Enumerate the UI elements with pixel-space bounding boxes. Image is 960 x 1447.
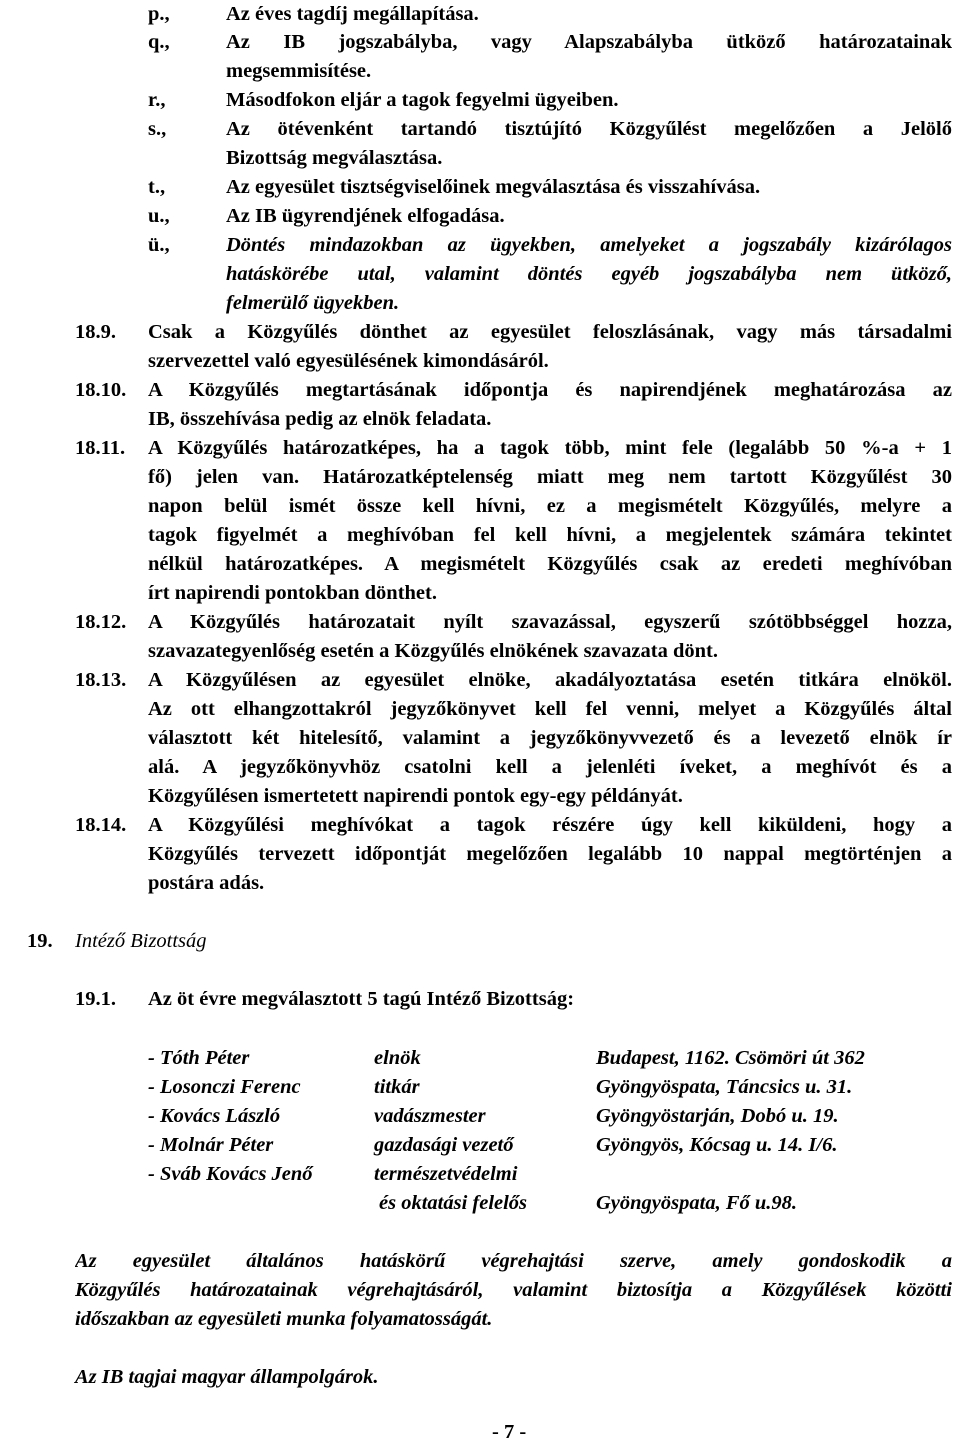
member-address: Gyöngyöspata, Táncsics u. 31. <box>596 1076 853 1098</box>
chapter-number: 19. <box>27 930 53 952</box>
section-text: szervezettel való egyesülésének kimondásáról. <box>148 350 549 372</box>
list-label: r., <box>148 89 166 111</box>
list-label: u., <box>148 205 170 227</box>
section-text: A Közgyűlés megtartásának időpontja és napirendjének meghatározása az <box>148 379 952 401</box>
section-text: Csak a Közgyűlés dönthet az egyesület feloszlásának, vagy más társadalmi <box>148 321 952 343</box>
section-number: 18.13. <box>75 669 127 691</box>
member-name: - Tóth Péter <box>148 1047 250 1069</box>
section-text: Közgyűlésen ismertetett napirendi pontok egy-egy példányát. <box>148 785 683 807</box>
list-text: Bizottság megválasztása. <box>226 147 443 169</box>
list-text: hatáskörébe utal, valamint döntés egyéb jogszabályba nem ütköző, <box>226 263 952 285</box>
section-number: 18.9. <box>75 321 116 343</box>
list-text: megsemmisítése. <box>226 60 372 82</box>
section-text: alá. A jegyzőkönyvhöz csatolni kell a jelenléti íveket, a meghívót és a <box>148 756 952 778</box>
section-text: nélkül határozatképes. A megismételt Közgyűlés csak az eredeti meghívóban <box>148 553 952 575</box>
section-text: szavazategyenlőség esetén a Közgyűlés elnökének szavazata dönt. <box>148 640 718 662</box>
page-number: - 7 - <box>492 1421 527 1443</box>
section-number: 18.12. <box>75 611 127 633</box>
member-role: elnök <box>374 1047 421 1069</box>
list-label: q., <box>148 31 170 53</box>
section-text: napon belül ismét össze kell hívni, ez a megismételt Közgyűlés, melyre a <box>148 495 952 517</box>
subsection-text: Az öt évre megválasztott 5 tagú Intéző Bizottság: <box>148 988 575 1010</box>
list-text: felmerülő ügyekben. <box>226 292 400 314</box>
list-label: t., <box>148 176 166 198</box>
member-address: Gyöngyös, Kócsag u. 14. I/6. <box>596 1134 838 1156</box>
section-text: választott két hitelesítő, valamint a jegyzőkönyvvezető és a levezető elnök ír <box>148 727 952 749</box>
closing-line: Az egyesület általános hatáskörű végrehajtási szerve, amely gondoskodik a <box>75 1250 952 1272</box>
closing-line: időszakban az egyesületi munka folyamatosságát. <box>75 1308 493 1330</box>
member-name: - Molnár Péter <box>148 1134 274 1156</box>
list-text: Az IB ügyrendjének elfogadása. <box>226 205 505 227</box>
section-text: Közgyűlés tervezett időpontját megelőzően legalább 10 nappal megtörténjen a <box>148 843 952 865</box>
section-number: 18.14. <box>75 814 127 836</box>
list-label: ü., <box>148 234 170 256</box>
member-role: természetvédelmi <box>374 1163 518 1185</box>
section-number: 18.10. <box>75 379 127 401</box>
final-note: Az IB tagjai magyar állampolgárok. <box>75 1366 379 1388</box>
section-text: írt napirendi pontokban dönthet. <box>148 582 437 604</box>
closing-line: Közgyűlés határozatainak végrehajtásáról, valamint biztosítja a Közgyűlések közötti <box>75 1279 952 1301</box>
list-text: Az IB jogszabályba, vagy Alapszabályba ütköző határozatainak <box>226 31 952 53</box>
member-address: Gyöngyöspata, Fő u.98. <box>596 1192 798 1214</box>
list-text: Az éves tagdíj megállapítása. <box>226 3 479 25</box>
section-text: A Közgyűlés határozatait nyílt szavazással, egyszerű szótöbbséggel hozza, <box>148 611 952 633</box>
section-text: fő) jelen van. Határozatképtelenség miatt meg nem tartott Közgyűlést 30 <box>148 466 952 488</box>
member-name: - Kovács László <box>148 1105 281 1127</box>
list-text: Döntés mindazokban az ügyekben, amelyeket a jogszabály kizárólagos <box>226 234 952 256</box>
section-text: A Közgyűlés határozatképes, ha a tagok több, mint fele (legalább 50 %-a + 1 <box>148 437 952 459</box>
member-role: gazdasági vezető <box>374 1134 514 1156</box>
section-text: tagok figyelmét a meghívóban fel kell hívni, a megjelentek számára tekintet <box>148 524 952 546</box>
member-address: Budapest, 1162. Csömöri út 362 <box>596 1047 865 1069</box>
member-name: - Losonczi Ferenc <box>148 1076 301 1098</box>
list-text: Az egyesület tisztségviselőinek megválasztása és visszahívása. <box>226 176 761 198</box>
section-number: 18.11. <box>75 437 126 459</box>
member-role: és oktatási felelős <box>379 1192 528 1214</box>
list-label: p., <box>148 3 170 25</box>
list-text: Az ötévenként tartandó tisztújító Közgyűlést megelőzően a Jelölő <box>226 118 952 140</box>
section-text: postára adás. <box>148 872 265 894</box>
member-role: vadászmester <box>374 1105 486 1127</box>
member-role: titkár <box>374 1076 420 1098</box>
subsection-number: 19.1. <box>75 988 116 1010</box>
list-text: Másodfokon eljár a tagok fegyelmi ügyeiben. <box>226 89 619 111</box>
section-text: Az ott elhangzottakról jegyzőkönyvet kell fel venni, melyet a Közgyűlés által <box>148 698 952 720</box>
member-address: Gyöngyöstarján, Dobó u. 19. <box>596 1105 839 1127</box>
member-name: - Sváb Kovács Jenő <box>148 1163 313 1185</box>
closing-paragraph <box>75 1247 952 1334</box>
section-text: IB, összehívása pedig az elnök feladata. <box>148 408 492 430</box>
section-text: A Közgyűlésen az egyesület elnöke, akadályoztatása esetén titkára elnököl. <box>148 669 952 691</box>
chapter-title: Intéző Bizottság <box>75 930 207 952</box>
list-label: s., <box>148 118 167 140</box>
section-text: A Közgyűlési meghívókat a tagok részére úgy kell kiküldeni, hogy a <box>148 814 952 836</box>
